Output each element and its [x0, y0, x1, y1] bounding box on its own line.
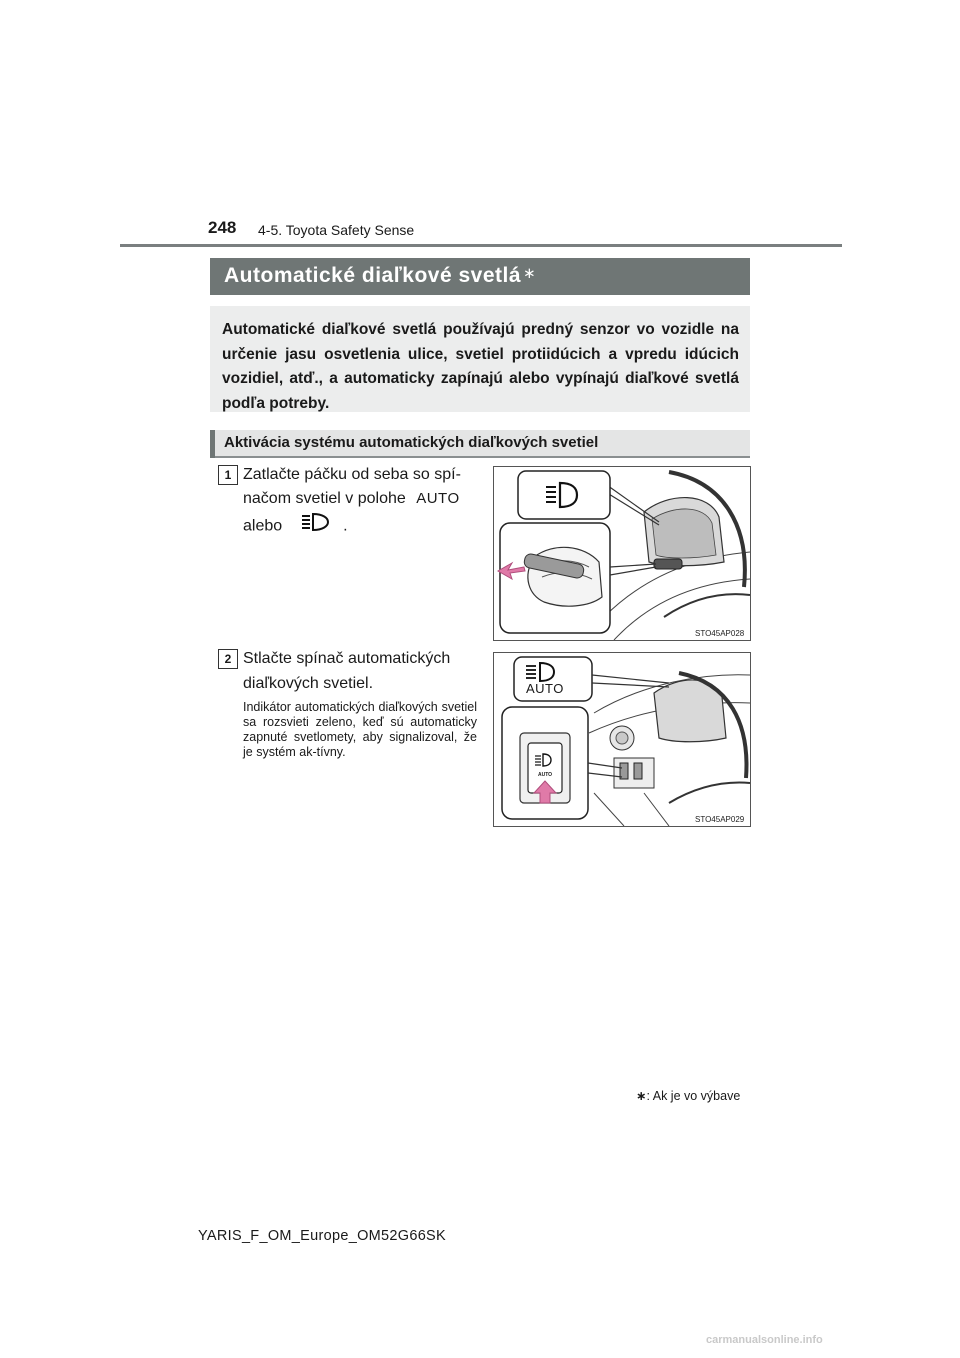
subsection-bar [210, 430, 750, 458]
step-number-1: 1 [218, 465, 238, 485]
footnote [636, 1088, 740, 1103]
subsection-title: Aktivácia systému automatických diaľkových svetiel [224, 434, 599, 451]
header-divider [120, 244, 842, 247]
section-title [224, 264, 536, 288]
step-1-line-3-end: . [343, 517, 348, 535]
subsection-accent [210, 430, 215, 458]
step-2-line-1: Stlačte spínač automatických [243, 650, 451, 667]
page-number: 248 [208, 218, 237, 237]
footnote-text: : Ak je vo výbave [646, 1089, 741, 1103]
auto-position-label: AUTO [416, 490, 460, 507]
figure-lever [493, 466, 751, 641]
switch-auto-label: AUTO [538, 772, 553, 778]
intro-box [210, 306, 750, 412]
headlight-symbol-icon [299, 511, 331, 542]
section-title-text: Automatické diaľkové svetlá [224, 264, 522, 287]
figure-switch [493, 652, 751, 827]
step-2-line-2: diaľkových svetiel. [243, 675, 374, 692]
figure-2-code: STO45AP029 [695, 815, 745, 824]
figure-1-code: STO45AP028 [695, 629, 745, 638]
section-reference: 4-5. Toyota Safety Sense [258, 222, 415, 238]
step-1-line-1: Zatlačte páčku od seba so spí- [243, 466, 461, 483]
optional-marker: ∗ [523, 265, 537, 282]
document-id-footer: YARIS_F_OM_Europe_OM52G66SK [198, 1228, 447, 1244]
callout-auto-label: AUTO [526, 681, 564, 696]
step-1-line-3-text: alebo [243, 517, 283, 535]
lever-illustration [494, 467, 750, 640]
step-1-line-3 [243, 511, 477, 542]
section-title-bar [210, 258, 750, 295]
step-1-line-2 [243, 486, 477, 512]
intro-text: Automatické diaľkové svetlá používajú predný senzor vo vozidle na určenie jasu osvetlenia ulice, svetiel protiidúcich a vpredu idúcich vozidiel, atď., a automaticky zapínajú alebo vypínajú diaľkové svetlá podľa potreby. [222, 321, 739, 412]
switch-illustration [494, 653, 750, 826]
footnote-marker: ∗ [636, 1089, 647, 1103]
step-number-2: 2 [218, 649, 238, 669]
watermark: carmanualsonline.info [706, 1334, 823, 1346]
step-2-note: Indikátor automatických diaľkových svetiel sa rozsvieti zeleno, keď sú automaticky zapnuté svetlomety, aby signalizoval, že je systém ak-tívny. [243, 700, 477, 759]
step-1-line-2-text: načom svetiel v polohe [243, 490, 406, 507]
